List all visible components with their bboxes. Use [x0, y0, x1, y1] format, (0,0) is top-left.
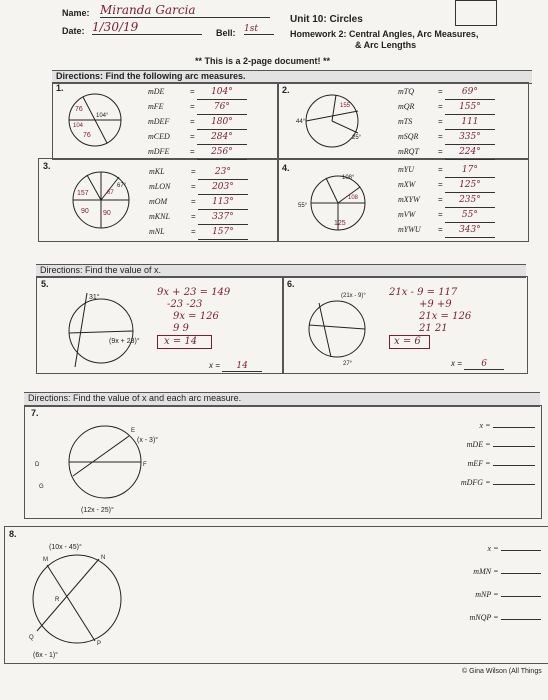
p5-work-1: 9x + 23 = 149 [157, 287, 231, 298]
score-box [455, 0, 497, 26]
p4-label-4: mVW [398, 210, 416, 219]
p3-angle-5: 90 [103, 210, 111, 217]
p5-given-1: 31° [89, 294, 100, 301]
p1-label-5: mDFE [148, 147, 170, 156]
p4-angle-2: 55° [298, 203, 308, 209]
p2-angle-3: 25° [352, 135, 362, 141]
p4-label-1: mYU [398, 165, 415, 174]
p8-label-4: mNQP = [469, 613, 499, 622]
p5-work-3: 9x = 126 [173, 311, 219, 322]
p4-angle-4: 108 [348, 195, 359, 201]
p2-label-4: mSQR [398, 132, 419, 141]
problem-5 [36, 276, 284, 374]
p3-answer-2: 203° [198, 180, 248, 195]
svg-text:R: R [55, 597, 60, 603]
p7-arc-1: (x - 3)° [137, 437, 159, 444]
problem-4 [277, 158, 529, 242]
p1-answer-1: 104° [197, 85, 247, 100]
problem-3 [38, 158, 279, 242]
p4-angle-1: 108° [342, 175, 355, 181]
p3-answer-4: 337° [198, 210, 248, 225]
p4-answer-5: 343° [445, 223, 495, 238]
svg-text:N: N [101, 555, 106, 561]
svg-text:Q: Q [29, 635, 34, 641]
p2-answer-1: 69° [445, 85, 495, 100]
p8-blank-2[interactable] [501, 573, 541, 574]
directions-1: Directions: Find the following arc measures. [56, 71, 246, 81]
p7-blank-3[interactable] [493, 465, 535, 466]
p4-angle-3: 125 [334, 220, 346, 227]
name-value: Miranda Garcia [100, 3, 270, 18]
p6-given-2: 27° [343, 361, 353, 367]
p8-label-3: mNP = [475, 590, 499, 599]
p2-label-3: mTS [398, 117, 413, 126]
homework-title: Homework 2: Central Angles, Arc Measures, [290, 29, 479, 39]
problem-1 [52, 82, 279, 160]
p2-label-2: mQR [398, 102, 415, 111]
problem-4-number: 4. [282, 163, 290, 173]
p2-angle-1: 44° [296, 119, 306, 125]
p2-angle-2: 155 [340, 103, 351, 109]
p6-answer: 6 [464, 359, 504, 370]
p2-label-1: mTQ [398, 87, 415, 96]
p8-arc-1: (10x - 45)° [49, 544, 82, 551]
problem-7-number: 7. [31, 408, 39, 418]
p7-label-4: mDFG = [460, 478, 491, 487]
problem-6-number: 6. [287, 279, 295, 289]
p4-answer-4: 55° [445, 208, 495, 223]
p2-answer-3: 111 [445, 115, 495, 130]
p8-blank-4[interactable] [501, 619, 541, 620]
p2-answer-2: 155° [445, 100, 495, 115]
p1-answer-3: 180° [197, 115, 247, 130]
p5-answer: 14 [222, 361, 262, 372]
bell-label: Bell: [216, 28, 236, 38]
footer-copyright: © Gina Wilson (All Things [462, 668, 542, 675]
unit-title: Unit 10: Circles [290, 14, 363, 25]
p5-work-2: -23 -23 [167, 299, 203, 310]
p3-label-3: mOM [149, 197, 168, 206]
problem-3-answers: mKL = 23° mLON = 203° mOM = 113° mKNL = 337° mNL = 157° [149, 165, 274, 240]
problem-5-work [157, 287, 230, 349]
p1-angle-4: 76 [83, 132, 91, 139]
directions-3: Directions: Find the value of x and each arc measure. [28, 393, 242, 403]
problem-2-number: 2. [282, 85, 290, 95]
p7-arc-2: (12x - 25)° [81, 507, 114, 514]
p1-label-4: mCED [148, 132, 170, 141]
problem-2-diagram [296, 89, 366, 153]
p1-label-1: mDE [148, 87, 165, 96]
p7-blank-1[interactable] [493, 427, 535, 428]
problem-6-diagram [291, 289, 383, 369]
p4-label-2: mXW [398, 180, 416, 189]
svg-text:M: M [43, 557, 48, 563]
p1-answer-4: 284° [197, 130, 247, 145]
p8-label-2: mMN = [473, 567, 499, 576]
problem-7-answers [425, 416, 535, 492]
date-label: Date: [62, 26, 85, 36]
problem-5-number: 5. [41, 279, 49, 289]
problem-4-answers: mYU = 17° mXW = 125° mXYW = 235° mVW = 55° mYWU = 343° [398, 163, 523, 238]
problem-8-diagram [19, 537, 159, 661]
p4-answer-3: 235° [445, 193, 495, 208]
p1-angle-1: 76 [75, 106, 83, 113]
p1-answer-5: 256° [197, 145, 247, 160]
p3-label-4: mKNL [149, 212, 170, 221]
p1-answer-2: 76° [197, 100, 247, 115]
bell-value: 1st [244, 24, 274, 35]
problem-6 [282, 276, 528, 374]
p6-work-4: 21 21 [419, 323, 448, 334]
p8-blank-3[interactable] [501, 596, 541, 597]
p3-label-1: mKL [149, 167, 165, 176]
p3-angle-1: 157 [77, 190, 89, 197]
p6-work-2: +9 +9 [419, 299, 452, 310]
two-page-note: ** This is a 2-page document! ** [195, 56, 331, 66]
problem-6-work [389, 287, 471, 349]
p5-work-4: 9 9 [173, 323, 189, 334]
problem-5-diagram [47, 287, 157, 371]
p8-label-1: x = [487, 544, 499, 553]
p4-label-5: mYWU [398, 225, 421, 234]
p1-angle-3: 104 [73, 123, 84, 129]
p6-work-5: x = 6 [389, 335, 430, 349]
p3-answer-3: 113° [198, 195, 248, 210]
p1-angle-2: 104° [96, 113, 109, 119]
problem-4-diagram [298, 169, 372, 237]
directions-2: Directions: Find the value of x. [40, 265, 162, 275]
p4-label-3: mXYW [398, 195, 420, 204]
p5-x-label: x = [209, 361, 220, 370]
p3-label-2: mLON [149, 182, 171, 191]
p3-angle-4: 67° [117, 183, 127, 189]
problem-8-number: 8. [9, 529, 17, 539]
date-value: 1/30/19 [92, 20, 202, 35]
p5-work-5: x = 14 [157, 335, 212, 349]
name-label: Name: [62, 8, 90, 18]
problem-1-number: 1. [56, 83, 64, 93]
p7-blank-4[interactable] [493, 484, 535, 485]
p3-angle-3: 90 [81, 208, 89, 215]
svg-text:F: F [143, 462, 147, 468]
problem-7-diagram [33, 418, 183, 514]
problem-7 [24, 405, 542, 519]
p3-answer-5: 157° [198, 225, 248, 240]
problem-1-diagram [63, 89, 127, 151]
p2-answer-5: 224° [445, 145, 495, 160]
problem-3-number: 3. [43, 161, 51, 171]
p2-label-5: mRQT [398, 147, 419, 156]
p1-label-2: mFE [148, 102, 164, 111]
p1-label-3: mDEF [148, 117, 170, 126]
svg-text:G: G [39, 484, 44, 490]
problem-8 [4, 526, 548, 664]
p4-answer-1: 17° [445, 163, 495, 178]
p6-work-3: 21x = 126 [419, 311, 472, 322]
p3-angle-2: 67 [107, 190, 114, 196]
problem-8-answers [425, 537, 541, 629]
p3-answer-1: 23° [198, 165, 248, 180]
homework-title-2: & Arc Lengths [355, 40, 417, 50]
p6-given-1: (21x - 9)° [341, 293, 366, 299]
p3-label-5: mNL [149, 227, 165, 236]
problem-3-diagram [67, 167, 135, 233]
svg-text:D: D [35, 462, 40, 468]
p6-work-1: 21x - 9 = 117 [389, 287, 458, 298]
problem-5-x [209, 361, 262, 372]
problem-2-answers: mTQ = 69° mQR = 155° mTS = 111 mSQR = 335° mRQT = 224° [398, 85, 523, 160]
p8-arc-2: (6x - 1)° [33, 652, 58, 659]
p4-answer-2: 125° [445, 178, 495, 193]
p7-blank-2[interactable] [493, 446, 535, 447]
svg-text:E: E [131, 428, 136, 434]
problem-6-x [451, 359, 504, 370]
p7-label-1: x = [479, 421, 491, 430]
p7-label-3: mEF = [467, 459, 491, 468]
p8-blank-1[interactable] [501, 550, 541, 551]
problem-2 [277, 82, 529, 160]
svg-text:P: P [97, 641, 102, 647]
p7-label-2: mDE = [466, 440, 491, 449]
p5-given-2: (9x + 23)° [109, 338, 140, 345]
problem-1-answers: mDE = 104° mFE = 76° mDEF = 180° mCED = 284° mDFE = 256° [148, 85, 273, 160]
p2-answer-4: 335° [445, 130, 495, 145]
p6-x-label: x = [451, 359, 462, 368]
